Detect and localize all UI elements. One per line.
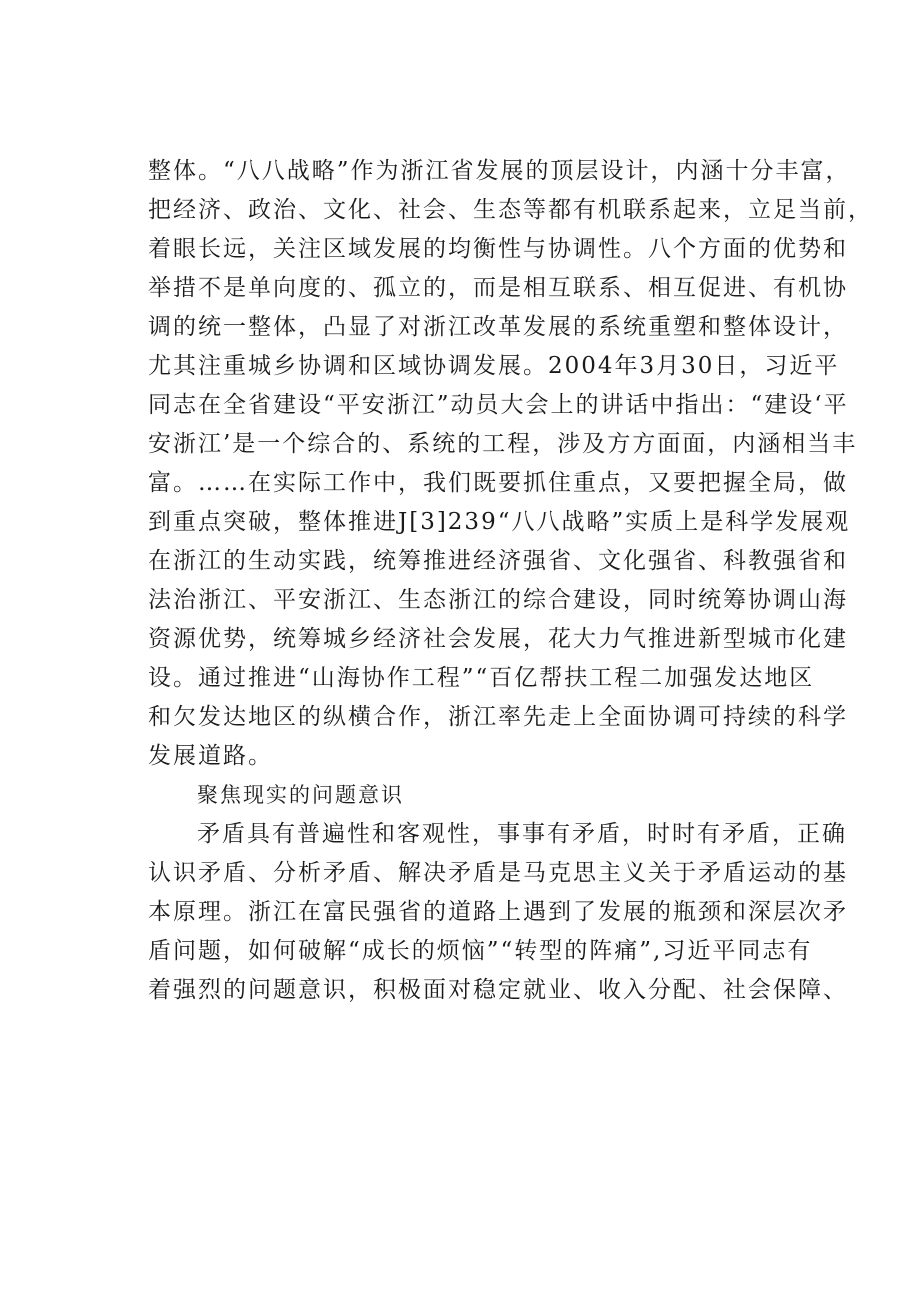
text-line: 到重点突破，整体推进J[3]239“八八战略”实质上是科学发展观 [148, 509, 851, 535]
text-line: 法治浙江、平安浙江、生态浙江的综合建设，同时统筹协调山海 [148, 587, 848, 613]
section-heading: 聚焦现实的问题意识 [197, 783, 404, 807]
text-line: 整体。“八八战略”作为浙江省发展的顶层设计，内涵十分丰富， [148, 158, 851, 184]
text-line: 举措不是单向度的、孤立的，而是相互联系、相互促进、有机协 [148, 275, 848, 301]
text-line: 富。……在实际工作中，我们既要抓住重点，又要把握全局，做 [148, 470, 848, 496]
text-line: 发展道路。 [148, 743, 273, 769]
text-line: 安浙江’是一个综合的、系统的工程，涉及方方面面，内涵相当丰 [148, 431, 858, 457]
paragraph-1 [148, 152, 873, 776]
text-line: 在浙江的生动实践，统筹推进经济强省、文化强省、科教强省和 [148, 548, 848, 574]
text-line: 设。通过推进“山海协作工程”“百亿帮扶工程二加强发达地区 [148, 665, 815, 691]
text-line: 着眼长远，关注区域发展的均衡性与协调性。八个方面的优势和 [148, 236, 848, 262]
text-line: 调的统一整体，凸显了对浙江改革发展的系统重塑和整体设计， [148, 314, 848, 340]
text-line: 矛盾具有普遍性和客观性，事事有矛盾，时时有矛盾，正确 [197, 821, 847, 847]
text-line: 尤其注重城乡协调和区域协调发展。2004年3月30日，习近平 [148, 353, 840, 379]
text-line: 把经济、政治、文化、社会、生态等都有机联系起来，立足当前， [148, 197, 873, 223]
paragraph-2 [148, 815, 848, 1010]
text-line: 和欠发达地区的纵横合作，浙江率先走上全面协调可持续的科学 [148, 704, 848, 730]
body-text [148, 152, 873, 1010]
text-line: 同志在全省建设“平安浙江”动员大会上的讲话中指出：“建设‘平 [148, 392, 849, 418]
text-line: 认识矛盾、分析矛盾、解决矛盾是马克思主义关于矛盾运动的基 [148, 860, 848, 886]
text-line: 着强烈的问题意识，积极面对稳定就业、收入分配、社会保障、 [148, 977, 848, 1003]
text-line: 盾问题，如何破解“成长的烦恼”“转型的阵痛”,习近平同志有 [148, 938, 813, 964]
text-line: 本原理。浙江在富民强省的道路上遇到了发展的瓶颈和深层次矛 [148, 899, 848, 925]
text-line: 资源优势，统筹城乡经济社会发展，花大力气推进新型城市化建 [148, 626, 848, 652]
